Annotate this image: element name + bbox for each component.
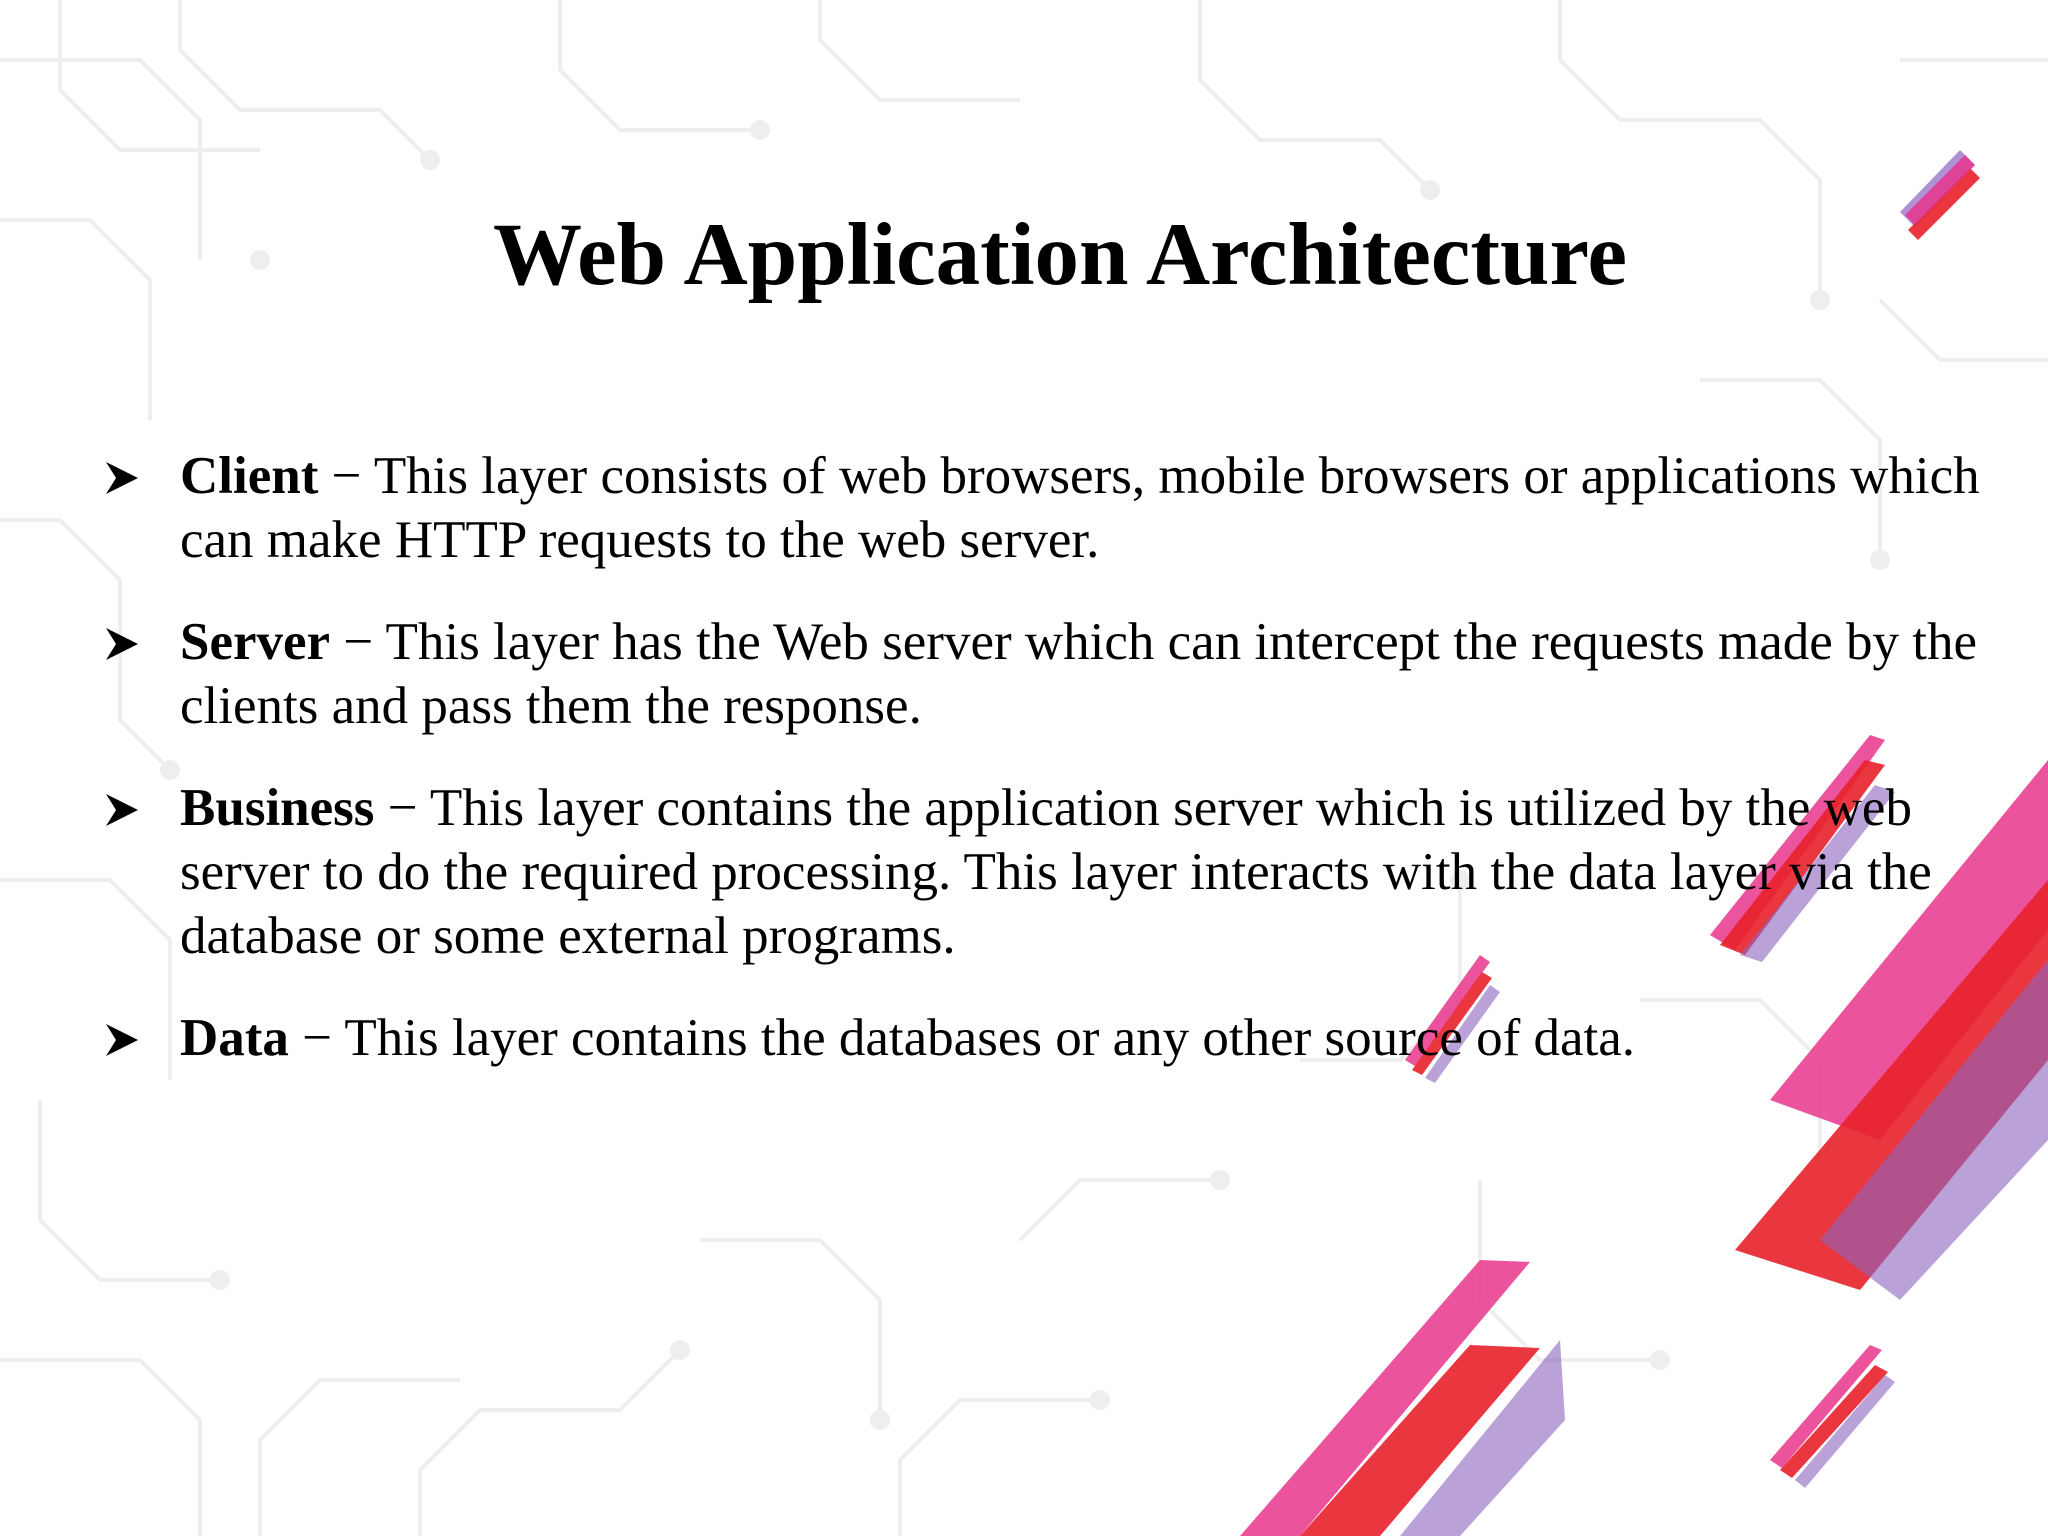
arrowhead-bullet-icon <box>104 626 140 662</box>
bullet-separator: − <box>318 447 374 505</box>
arrowhead-bullet-icon <box>104 792 140 828</box>
bullet-item-client <box>100 444 1980 572</box>
bullet-term: Client <box>180 447 319 505</box>
bullet-text: This layer contains the application server which is utilized by the web server to do the required processing. This layer interacts with the data layer via the database or some external programs. <box>180 779 1932 965</box>
bullet-item-business <box>100 776 1980 968</box>
arrowhead-bullet-icon <box>104 1022 140 1058</box>
bullet-list <box>100 444 1980 1108</box>
bullet-term: Business <box>180 779 375 837</box>
bullet-separator: − <box>288 1009 345 1067</box>
bullet-separator: − <box>374 779 430 837</box>
bullet-term: Data <box>180 1009 289 1067</box>
bullet-separator: − <box>330 613 386 671</box>
bullet-text: This layer contains the databases or any other source of data. <box>344 1009 1636 1067</box>
bullet-text: This layer consists of web browsers, mobile browsers or applications which can make HTTP requests to the web server. <box>180 447 1980 569</box>
slide-title: Web Application Architecture <box>493 206 1627 304</box>
bullet-item-data <box>100 1006 1980 1070</box>
bullet-term: Server <box>180 613 331 671</box>
bullet-item-server <box>100 610 1980 738</box>
bullet-text: This layer has the Web server which can intercept the requests made by the clients and pass them the response. <box>180 613 1978 735</box>
arrowhead-bullet-icon <box>104 460 140 496</box>
